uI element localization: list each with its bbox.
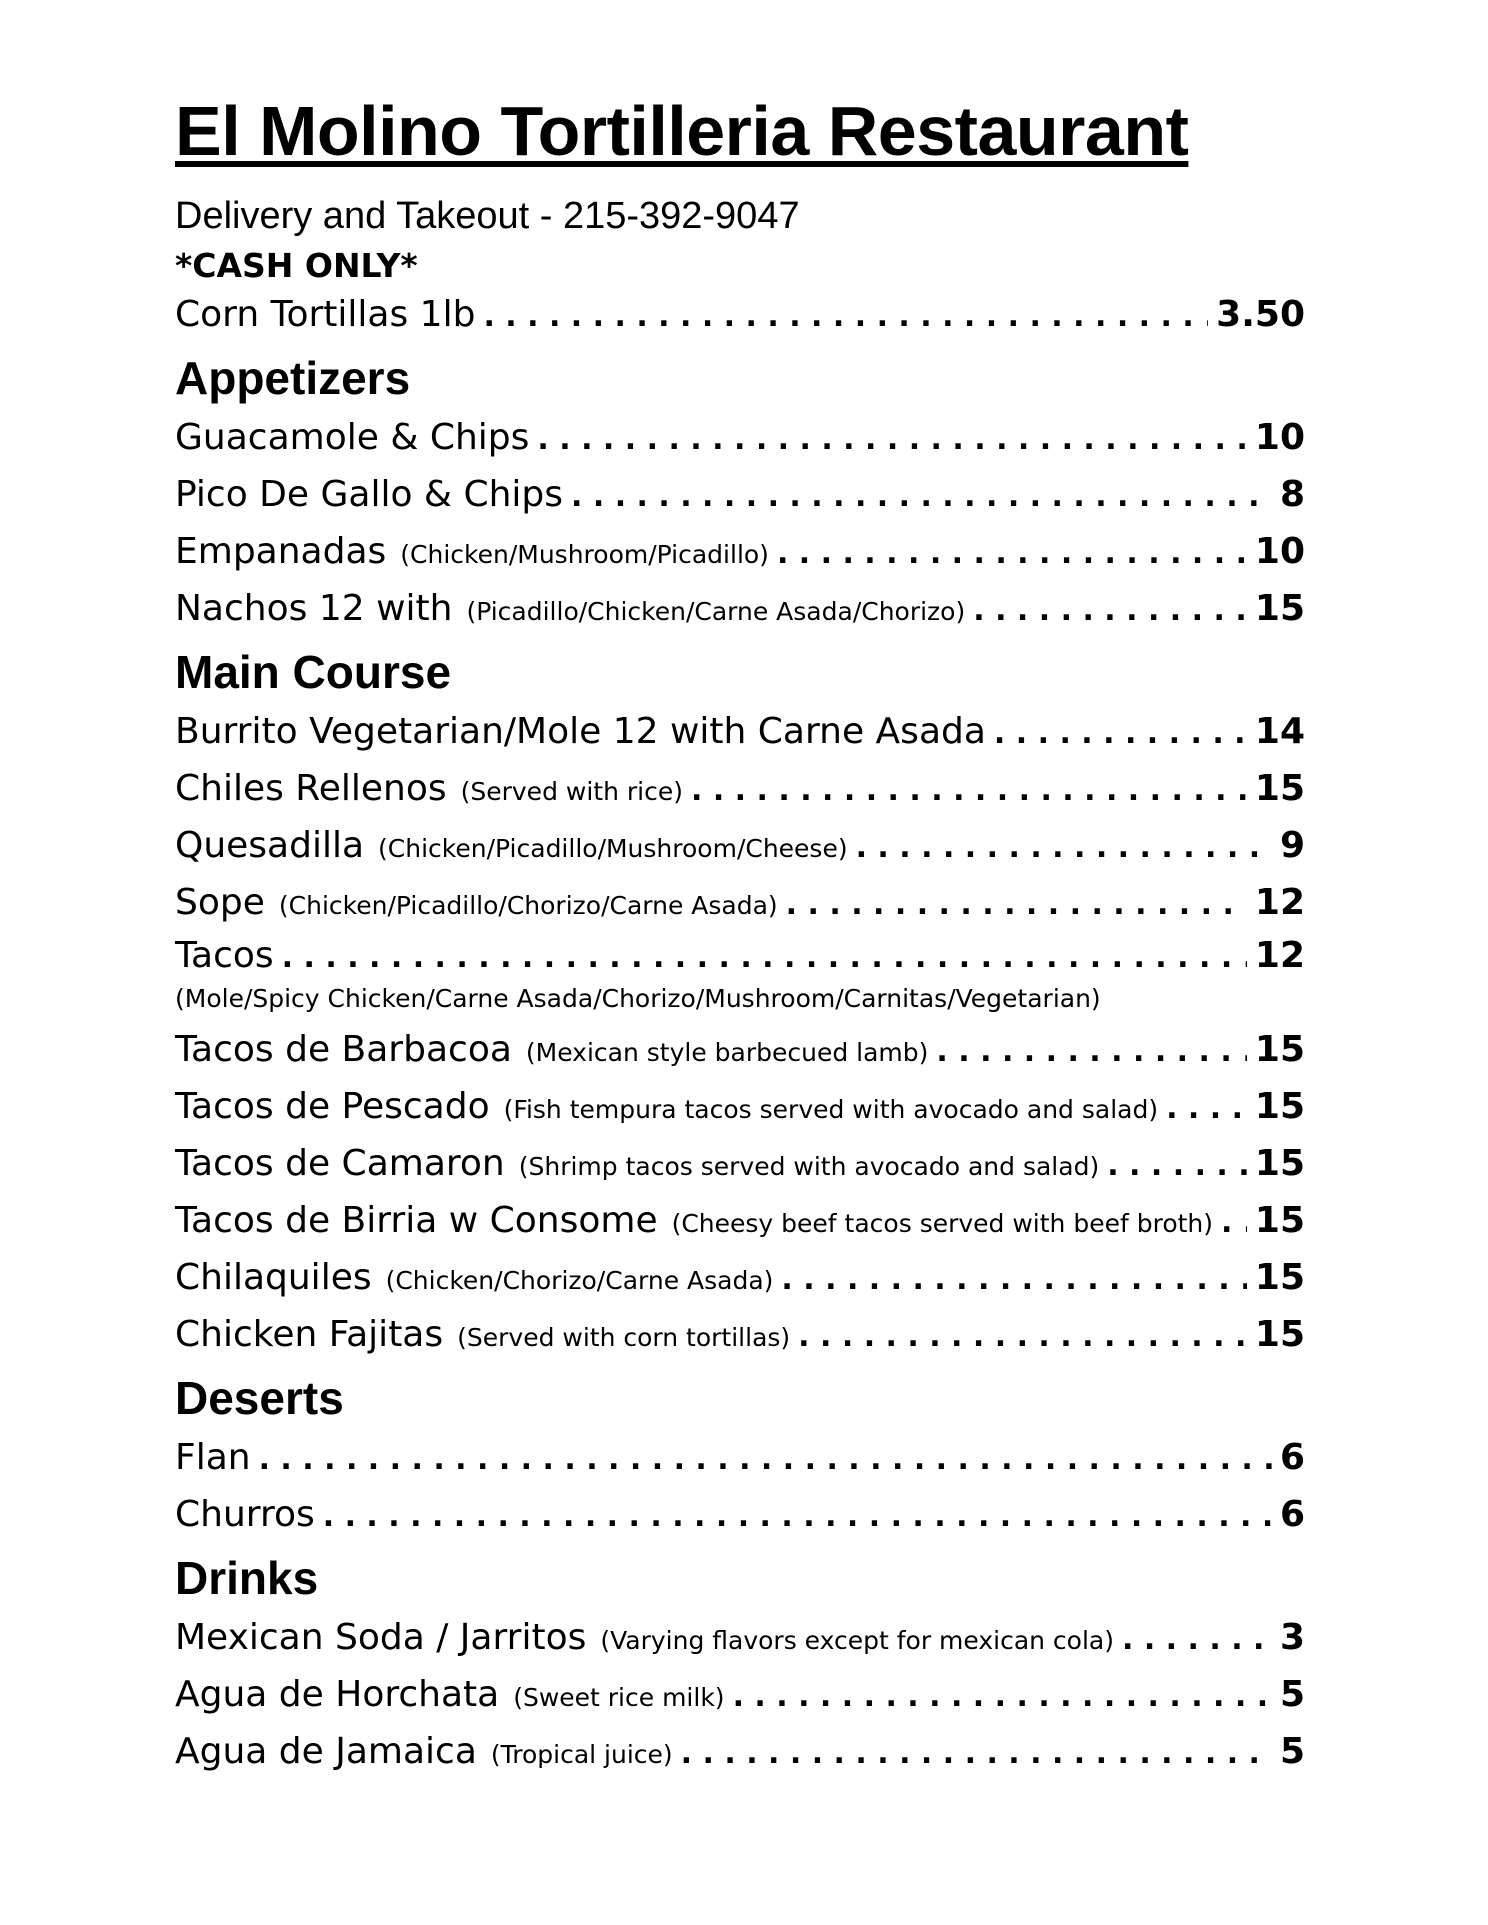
item-price: 8 [1279, 474, 1305, 515]
item-description: (Served with corn tortillas) [457, 1323, 791, 1352]
item-price: 5 [1279, 1731, 1305, 1772]
item-price: 3 [1279, 1617, 1305, 1658]
item-name: Agua de Jamaica [175, 1731, 477, 1772]
item-name: Nachos 12 with [175, 588, 453, 629]
menu-item [175, 874, 1305, 931]
item-price: 15 [1254, 1143, 1305, 1184]
dot-leader [1107, 1137, 1247, 1194]
item-name: Tacos de Birria w Consome [175, 1200, 658, 1241]
item-price: 5 [1279, 1674, 1305, 1715]
item-name: Empanadas [175, 531, 387, 572]
item-price: 15 [1254, 768, 1305, 809]
menu-item [175, 931, 1305, 981]
item-description: (Varying flavors except for mexican cola) [600, 1626, 1114, 1655]
item-price: 3.50 [1216, 294, 1305, 335]
section-heading-drinks: Drinks [175, 1552, 319, 1604]
menu-item [175, 523, 1305, 580]
dot-leader [936, 1023, 1246, 1080]
item-price: 9 [1279, 825, 1305, 866]
item-price: 15 [1254, 1314, 1305, 1355]
menu-item [175, 1192, 1305, 1249]
item-description: (Tropical juice) [490, 1740, 673, 1769]
dot-leader [781, 1251, 1246, 1308]
item-price: 6 [1279, 1494, 1305, 1535]
item-name: Mexican Soda / Jarritos [175, 1617, 587, 1658]
dot-leader [1166, 1080, 1247, 1137]
item-description: (Picadillo/Chicken/Carne Asada/Chorizo) [466, 597, 966, 626]
item-price: 15 [1254, 1200, 1305, 1241]
dot-leader [973, 582, 1247, 639]
item-name: Burrito Vegetarian/Mole 12 with Carne Asada [175, 711, 986, 752]
item-name: Chiles Rellenos [175, 768, 447, 809]
item-name: Tacos de Barbacoa [175, 1029, 512, 1070]
dot-leader [323, 1488, 1272, 1545]
dot-leader [856, 819, 1272, 876]
dot-leader [798, 1308, 1247, 1365]
item-description: (Served with rice) [460, 777, 683, 806]
section-heading-main-course: Main Course [175, 646, 452, 698]
item-price: 15 [1254, 1086, 1305, 1127]
item-description: (Fish tempura tacos served with avocado and salad) [503, 1095, 1159, 1124]
section-heading-appetizers: Appetizers [175, 352, 411, 404]
menu-item [175, 1486, 1305, 1543]
dot-leader [733, 1668, 1272, 1725]
item-name: Tacos [175, 935, 274, 976]
menu-item [175, 1306, 1305, 1363]
dot-leader [786, 876, 1247, 933]
menu-item [175, 1723, 1305, 1780]
menu-item [175, 1021, 1305, 1078]
menu-item [175, 760, 1305, 817]
tacos-options: (Mole/Spicy Chicken/Carne Asada/Chorizo/Mushroom/Carnitas/Vegetarian) [175, 984, 1101, 1013]
menu-item [175, 1078, 1305, 1135]
dot-leader [1221, 1194, 1247, 1251]
item-name: Tacos de Pescado [175, 1086, 490, 1127]
restaurant-title: El Molino Tortilleria Restaurant [175, 92, 1189, 170]
dot-leader [777, 525, 1247, 582]
item-name: Pico De Gallo & Chips [175, 474, 564, 515]
item-name: Tacos de Camaron [175, 1143, 505, 1184]
item-name: Quesadilla [175, 825, 365, 866]
item-price: 10 [1254, 417, 1305, 458]
item-price: 15 [1254, 1257, 1305, 1298]
item-price: 10 [1254, 531, 1305, 572]
menu-item [175, 1249, 1305, 1306]
menu-item [175, 1609, 1305, 1666]
menu-item [175, 703, 1305, 760]
delivery-phone-line: Delivery and Takeout - 215-392-9047 [175, 195, 800, 237]
item-price: 15 [1254, 588, 1305, 629]
menu-item [175, 817, 1305, 874]
menu-item [175, 409, 1305, 466]
item-description: (Chicken/Chorizo/Carne Asada) [385, 1266, 774, 1295]
menu-item [175, 580, 1305, 637]
item-description: (Chicken/Mushroom/Picadillo) [400, 540, 769, 569]
cash-only-note: *CASH ONLY* [175, 246, 418, 285]
item-name: Sope [175, 882, 265, 923]
section-heading-deserts: Deserts [175, 1372, 344, 1424]
item-description: (Cheesy beef tacos served with beef broth) [671, 1209, 1214, 1238]
menu-item-corn-tortillas [175, 286, 1305, 343]
dot-leader [681, 1725, 1272, 1782]
item-price: 12 [1254, 882, 1305, 923]
dot-leader [537, 411, 1246, 468]
dot-leader [1122, 1611, 1272, 1668]
item-name: Flan [175, 1437, 251, 1478]
item-description: (Sweet rice milk) [513, 1683, 725, 1712]
item-price: 15 [1254, 1029, 1305, 1070]
dot-leader [691, 762, 1247, 819]
item-name: Churros [175, 1494, 315, 1535]
dot-leader [994, 705, 1247, 762]
menu-document [175, 92, 1305, 1780]
dot-leader [282, 933, 1247, 983]
item-price: 6 [1279, 1437, 1305, 1478]
item-description: (Shrimp tacos served with avocado and salad) [518, 1152, 1100, 1181]
item-name: Chicken Fajitas [175, 1314, 444, 1355]
menu-item [175, 466, 1305, 523]
dot-leader [571, 468, 1272, 525]
item-name: Chilaquiles [175, 1257, 372, 1298]
item-name: Agua de Horchata [175, 1674, 500, 1715]
item-name: Guacamole & Chips [175, 417, 530, 458]
item-name: Corn Tortillas 1lb [175, 294, 476, 335]
dot-leader [259, 1431, 1272, 1488]
item-description: (Mexican style barbecued lamb) [525, 1038, 929, 1067]
item-price: 12 [1254, 935, 1305, 976]
item-description: (Chicken/Picadillo/Chorizo/Carne Asada) [278, 891, 778, 920]
item-description: (Chicken/Picadillo/Mushroom/Cheese) [378, 834, 848, 863]
menu-item [175, 1666, 1305, 1723]
menu-item [175, 1135, 1305, 1192]
dot-leader [483, 288, 1208, 345]
menu-item [175, 1429, 1305, 1486]
item-price: 14 [1254, 711, 1305, 752]
